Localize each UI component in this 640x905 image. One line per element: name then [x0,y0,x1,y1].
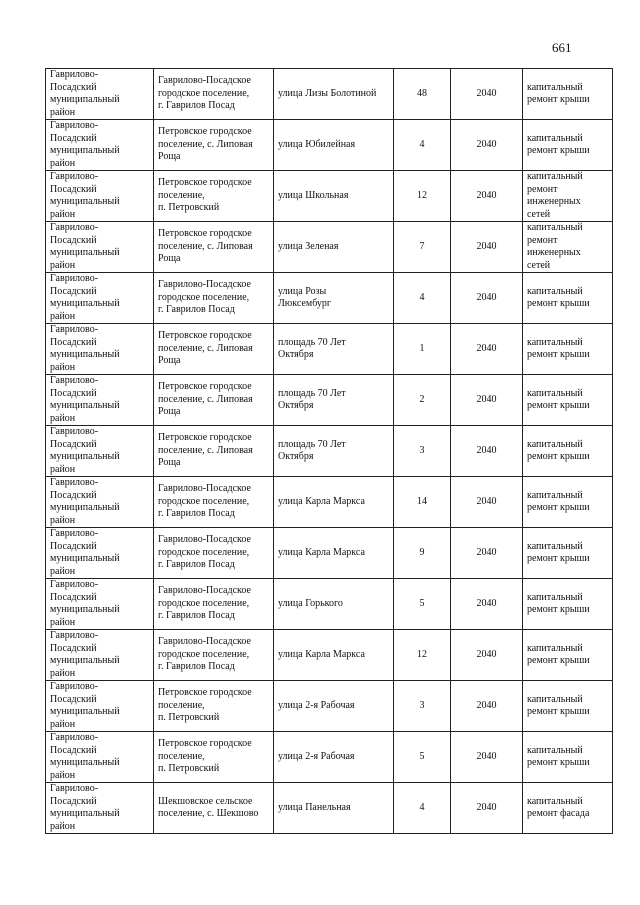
house-number-cell [394,324,451,375]
table-row [46,477,613,528]
house-number-cell [394,681,451,732]
street-cell-text: площадь 70 Лет Октября [278,387,346,411]
repair-schedule-table [45,68,613,834]
settlement-cell [154,273,274,324]
work-type-cell [523,732,613,783]
street-cell-text: улица 2-я Рабочая [278,750,355,762]
year-cell [451,324,523,375]
house-number-cell-text: 14 [417,495,427,507]
house-number-cell-text: 1 [419,342,425,354]
year-cell-text: 2040 [476,444,497,456]
work-type-cell [523,681,613,732]
year-cell [451,477,523,528]
district-cell [46,426,154,477]
work-type-cell [523,120,613,171]
district-cell [46,579,154,630]
street-cell [274,477,394,528]
work-type-cell [523,375,613,426]
table-row [46,783,613,834]
work-type-cell-text: капитальный ремонт крыши [527,693,590,717]
house-number-cell-text: 2 [419,393,425,405]
year-cell [451,171,523,222]
house-number-cell [394,273,451,324]
year-cell [451,273,523,324]
table-row [46,732,613,783]
settlement-cell-text: Гаврилово-Посадское городское поселение, г. Гаврилов Посад [158,483,251,520]
work-type-cell [523,783,613,834]
year-cell-text: 2040 [476,189,497,201]
house-number-cell-text: 4 [419,138,425,150]
house-number-cell-text: 5 [419,750,425,762]
house-number-cell [394,222,451,273]
street-cell-text: площадь 70 Лет Октября [278,438,346,462]
house-number-cell [394,528,451,579]
house-number-cell-text: 7 [419,240,425,252]
year-cell [451,120,523,171]
street-cell-text: площадь 70 Лет Октября [278,336,346,360]
district-cell-text: Гаврилово- Посадский муниципальный район [50,579,120,628]
year-cell-text: 2040 [476,648,497,660]
work-type-cell-text: капитальный ремонт крыши [527,642,590,666]
house-number-cell-text: 9 [419,546,425,558]
street-cell [274,732,394,783]
work-type-cell-text: капитальный ремонт крыши [527,489,590,513]
district-cell-text: Гаврилово- Посадский муниципальный район [50,426,120,475]
street-cell [274,579,394,630]
table-row [46,222,613,273]
work-type-cell-text: капитальный ремонт инженерных сетей [527,171,583,220]
table-row [46,426,613,477]
street-cell-text: улица Панельная [278,801,351,813]
house-number-cell [394,783,451,834]
settlement-cell-text: Шекшовское сельское поселение, с. Шекшово [158,795,259,819]
settlement-cell [154,732,274,783]
settlement-cell [154,477,274,528]
district-cell [46,528,154,579]
work-type-cell [523,528,613,579]
work-type-cell-text: капитальный ремонт крыши [527,591,590,615]
settlement-cell-text: Петровское городское поселение, с. Липовая Роща [158,228,253,265]
house-number-cell [394,120,451,171]
street-cell-text: улица Розы Люксембург [278,285,331,309]
district-cell [46,681,154,732]
district-cell [46,324,154,375]
year-cell-text: 2040 [476,597,497,609]
year-cell [451,732,523,783]
work-type-cell-text: капитальный ремонт крыши [527,438,590,462]
work-type-cell-text: капитальный ремонт крыши [527,387,590,411]
district-cell-text: Гаврилово- Посадский муниципальный район [50,222,120,271]
settlement-cell [154,783,274,834]
year-cell-text: 2040 [476,291,497,303]
year-cell [451,69,523,120]
work-type-cell [523,273,613,324]
street-cell [274,273,394,324]
house-number-cell [394,579,451,630]
district-cell-text: Гаврилово- Посадский муниципальный район [50,630,120,679]
settlement-cell [154,120,274,171]
settlement-cell [154,375,274,426]
district-cell-text: Гаврилово- Посадский муниципальный район [50,120,120,169]
settlement-cell-text: Гаврилово-Посадское городское поселение, г. Гаврилов Посад [158,279,251,316]
street-cell [274,120,394,171]
house-number-cell [394,171,451,222]
work-type-cell-text: капитальный ремонт фасада [527,795,590,819]
street-cell-text: улица 2-я Рабочая [278,699,355,711]
year-cell-text: 2040 [476,87,497,99]
year-cell-text: 2040 [476,240,497,252]
table-row [46,120,613,171]
work-type-cell [523,222,613,273]
settlement-cell [154,630,274,681]
district-cell-text: Гаврилово- Посадский муниципальный район [50,783,120,832]
street-cell [274,375,394,426]
street-cell [274,783,394,834]
street-cell [274,324,394,375]
district-cell-text: Гаврилово- Посадский муниципальный район [50,375,120,424]
house-number-cell-text: 3 [419,444,425,456]
year-cell-text: 2040 [476,546,497,558]
district-cell [46,477,154,528]
work-type-cell-text: капитальный ремонт инженерных сетей [527,222,583,271]
settlement-cell-text: Гаврилово-Посадское городское поселение, г. Гаврилов Посад [158,636,251,673]
settlement-cell [154,222,274,273]
year-cell [451,375,523,426]
house-number-cell-text: 3 [419,699,425,711]
settlement-cell-text: Петровское городское поселение, п. Петровский [158,177,252,214]
district-cell [46,783,154,834]
settlement-cell-text: Петровское городское поселение, с. Липовая Роща [158,126,253,163]
page-number: 661 [552,40,572,55]
settlement-cell-text: Петровское городское поселение, с. Липовая Роща [158,381,253,418]
district-cell-text: Гаврилово- Посадский муниципальный район [50,324,120,373]
year-cell [451,630,523,681]
house-number-cell-text: 48 [417,87,427,99]
street-cell [274,69,394,120]
work-type-cell [523,171,613,222]
table-row [46,579,613,630]
district-cell [46,732,154,783]
settlement-cell-text: Петровское городское поселение, с. Липовая Роща [158,432,253,469]
year-cell [451,222,523,273]
settlement-cell-text: Гаврилово-Посадское городское поселение, г. Гаврилов Посад [158,585,251,622]
street-cell-text: улица Карла Маркса [278,495,365,507]
district-cell [46,120,154,171]
district-cell [46,171,154,222]
settlement-cell [154,579,274,630]
work-type-cell-text: капитальный ремонт крыши [527,81,590,105]
district-cell-text: Гаврилово- Посадский муниципальный район [50,477,120,526]
settlement-cell-text: Гаврилово-Посадское городское поселение, г. Гаврилов Посад [158,75,251,112]
year-cell-text: 2040 [476,342,497,354]
table-row [46,528,613,579]
year-cell [451,783,523,834]
year-cell-text: 2040 [476,138,497,150]
year-cell-text: 2040 [476,699,497,711]
street-cell [274,630,394,681]
table-row [46,375,613,426]
street-cell [274,222,394,273]
house-number-cell [394,477,451,528]
district-cell [46,375,154,426]
settlement-cell [154,528,274,579]
work-type-cell-text: капитальный ремонт крыши [527,285,590,309]
table-row [46,681,613,732]
street-cell [274,426,394,477]
work-type-cell [523,579,613,630]
year-cell [451,528,523,579]
street-cell-text: улица Юбилейная [278,138,356,150]
house-number-cell [394,69,451,120]
work-type-cell [523,69,613,120]
district-cell-text: Гаврилово- Посадский муниципальный район [50,732,120,781]
street-cell [274,171,394,222]
street-cell-text: улица Зеленая [278,240,339,252]
work-type-cell [523,324,613,375]
year-cell-text: 2040 [476,495,497,507]
table-row [46,171,613,222]
street-cell-text: улица Школьная [278,189,349,201]
work-type-cell-text: капитальный ремонт крыши [527,336,590,360]
street-cell-text: улица Горького [278,597,343,609]
table-body [46,69,613,834]
settlement-cell-text: Петровское городское поселение, п. Петровский [158,738,252,775]
house-number-cell-text: 5 [419,597,425,609]
district-cell [46,222,154,273]
street-cell-text: улица Карла Маркса [278,546,365,558]
district-cell [46,273,154,324]
district-cell [46,630,154,681]
settlement-cell [154,324,274,375]
house-number-cell [394,732,451,783]
settlement-cell [154,69,274,120]
settlement-cell-text: Петровское городское поселение, с. Липовая Роща [158,330,253,367]
work-type-cell [523,426,613,477]
house-number-cell-text: 4 [419,291,425,303]
district-cell-text: Гаврилово- Посадский муниципальный район [50,69,120,118]
work-type-cell-text: капитальный ремонт крыши [527,540,590,564]
house-number-cell-text: 12 [417,189,427,201]
settlement-cell-text: Петровское городское поселение, п. Петровский [158,687,252,724]
table-row [46,69,613,120]
year-cell [451,426,523,477]
street-cell [274,681,394,732]
work-type-cell-text: капитальный ремонт крыши [527,744,590,768]
street-cell-text: улица Лизы Болотиной [278,87,377,99]
district-cell [46,69,154,120]
table-row [46,273,613,324]
year-cell-text: 2040 [476,393,497,405]
settlement-cell [154,426,274,477]
street-cell-text: улица Карла Маркса [278,648,365,660]
year-cell-text: 2040 [476,801,497,813]
year-cell-text: 2040 [476,750,497,762]
district-cell-text: Гаврилово- Посадский муниципальный район [50,528,120,577]
year-cell [451,681,523,732]
district-cell-text: Гаврилово- Посадский муниципальный район [50,171,120,220]
year-cell [451,579,523,630]
settlement-cell [154,171,274,222]
district-cell-text: Гаврилово- Посадский муниципальный район [50,681,120,730]
work-type-cell-text: капитальный ремонт крыши [527,132,590,156]
district-cell-text: Гаврилово- Посадский муниципальный район [50,273,120,322]
settlement-cell [154,681,274,732]
house-number-cell [394,426,451,477]
table-row [46,630,613,681]
table-row [46,324,613,375]
settlement-cell-text: Гаврилово-Посадское городское поселение, г. Гаврилов Посад [158,534,251,571]
work-type-cell [523,477,613,528]
street-cell [274,528,394,579]
house-number-cell [394,630,451,681]
work-type-cell [523,630,613,681]
house-number-cell-text: 4 [419,801,425,813]
house-number-cell-text: 12 [417,648,427,660]
house-number-cell [394,375,451,426]
